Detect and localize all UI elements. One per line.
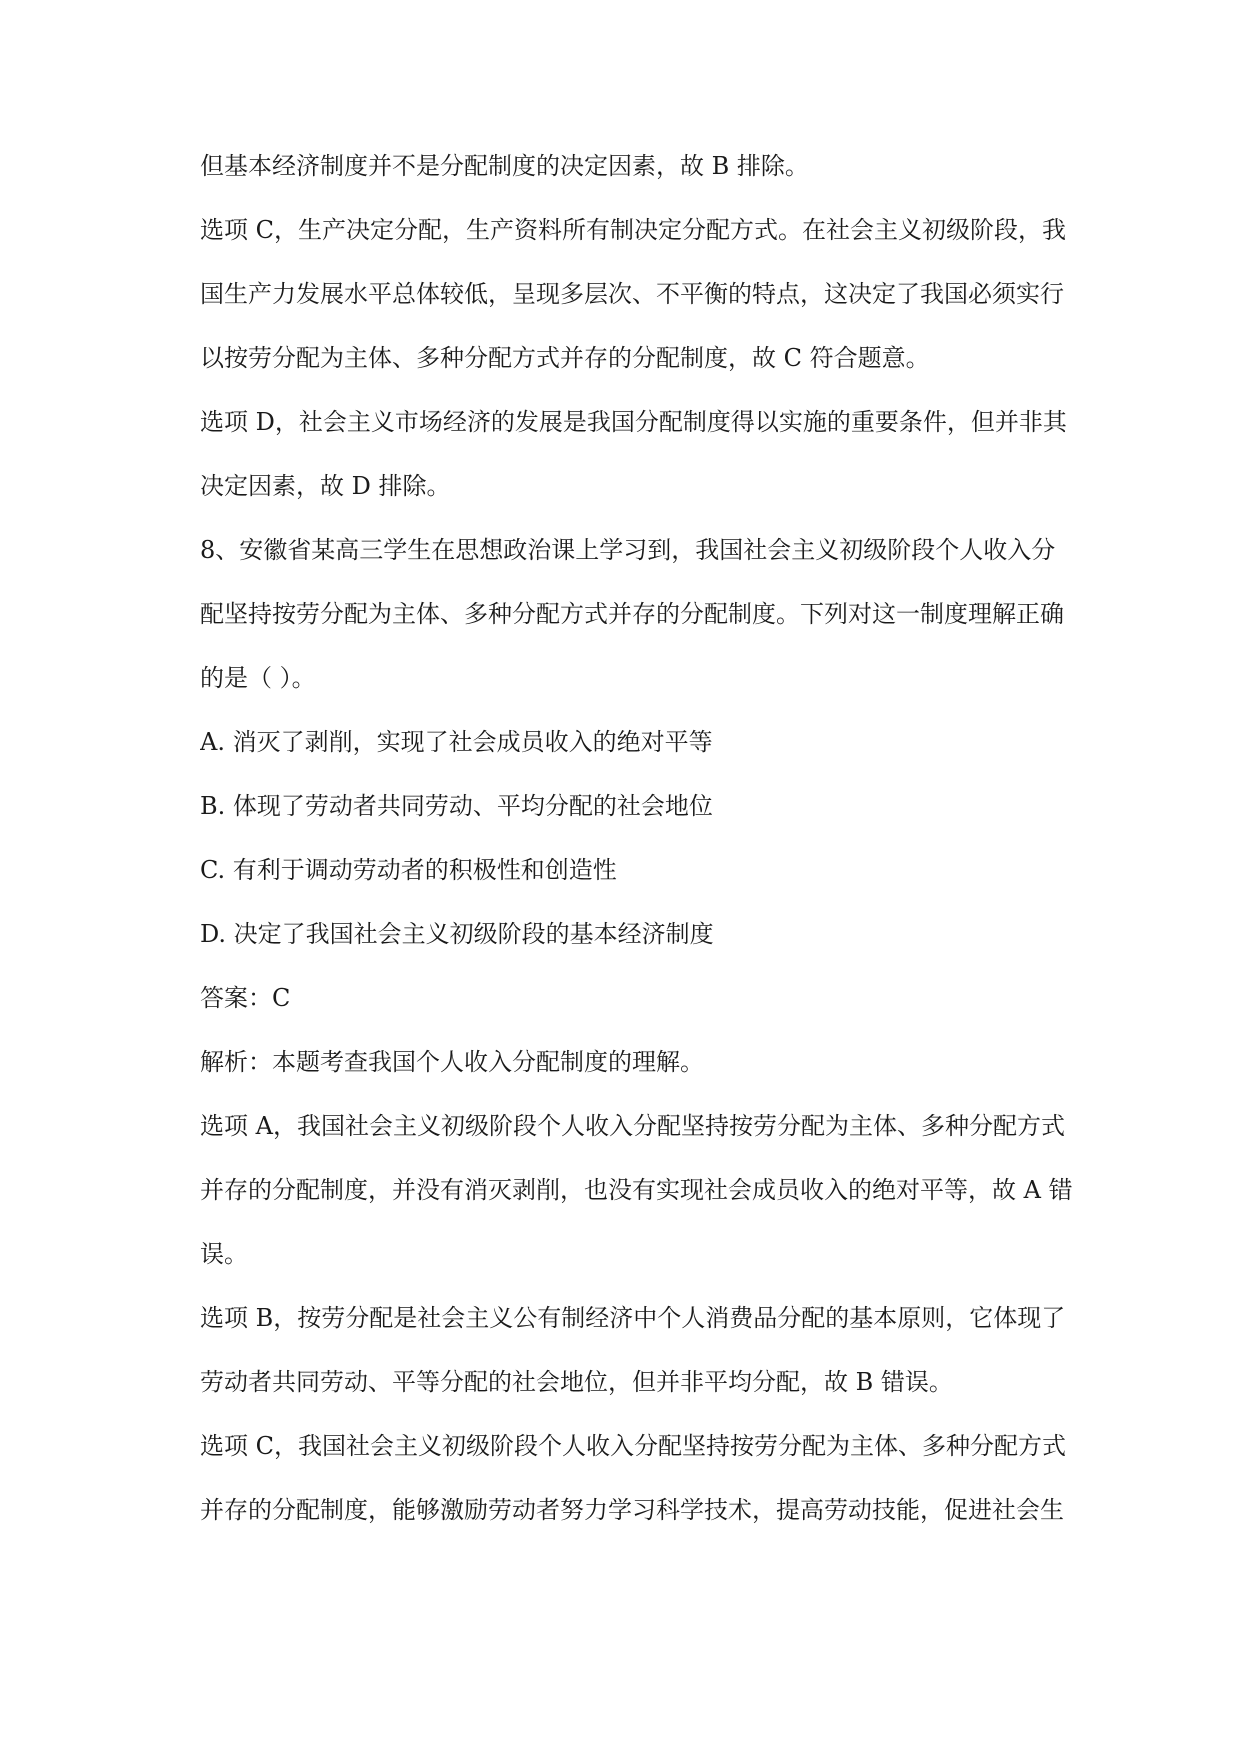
text-line: 国生产力发展水平总体较低，呈现多层次、不平衡的特点，这决定了我国必须实行 [200, 280, 1064, 308]
option-c: C. 有利于调动劳动者的积极性和创造性 [200, 856, 617, 884]
analysis-line: 解析：本题考查我国个人收入分配制度的理解。 [200, 1048, 704, 1076]
question-line: 8、安徽省某高三学生在思想政治课上学习到，我国社会主义初级阶段个人收入分 [200, 536, 1056, 564]
text-line: 以按劳分配为主体、多种分配方式并存的分配制度，故 C 符合题意。 [200, 344, 930, 372]
question-line: 的是（ ）。 [200, 664, 316, 692]
text-line: 选项 B，按劳分配是社会主义公有制经济中个人消费品分配的基本原则，它体现了 [200, 1304, 1066, 1332]
text-line: 但基本经济制度并不是分配制度的决定因素，故 B 排除。 [200, 152, 809, 180]
text-line: 劳动者共同劳动、平等分配的社会地位，但并非平均分配，故 B 错误。 [200, 1368, 953, 1396]
option-a: A. 消灭了剥削，实现了社会成员收入的绝对平等 [200, 728, 713, 756]
document-body [200, 148, 1080, 1556]
text-line: 选项 C，生产决定分配，生产资料所有制决定分配方式。在社会主义初级阶段，我 [200, 216, 1066, 244]
text-line: 选项 A，我国社会主义初级阶段个人收入分配坚持按劳分配为主体、多种分配方式 [200, 1112, 1065, 1140]
text-line: 选项 C，我国社会主义初级阶段个人收入分配坚持按劳分配为主体、多种分配方式 [200, 1432, 1066, 1460]
question-line: 配坚持按劳分配为主体、多种分配方式并存的分配制度。下列对这一制度理解正确 [200, 600, 1064, 628]
text-line: 决定因素，故 D 排除。 [200, 472, 451, 500]
text-line: 并存的分配制度，并没有消灭剥削，也没有实现社会成员收入的绝对平等，故 A 错 [200, 1176, 1073, 1204]
text-line: 误。 [200, 1240, 248, 1268]
text-line: 并存的分配制度，能够激励劳动者努力学习科学技术，提高劳动技能，促进社会生 [200, 1496, 1064, 1524]
option-d: D. 决定了我国社会主义初级阶段的基本经济制度 [200, 920, 714, 948]
text-line: 选项 D，社会主义市场经济的发展是我国分配制度得以实施的重要条件，但并非其 [200, 408, 1067, 436]
answer-line: 答案：C [200, 984, 291, 1012]
option-b: B. 体现了劳动者共同劳动、平均分配的社会地位 [200, 792, 713, 820]
